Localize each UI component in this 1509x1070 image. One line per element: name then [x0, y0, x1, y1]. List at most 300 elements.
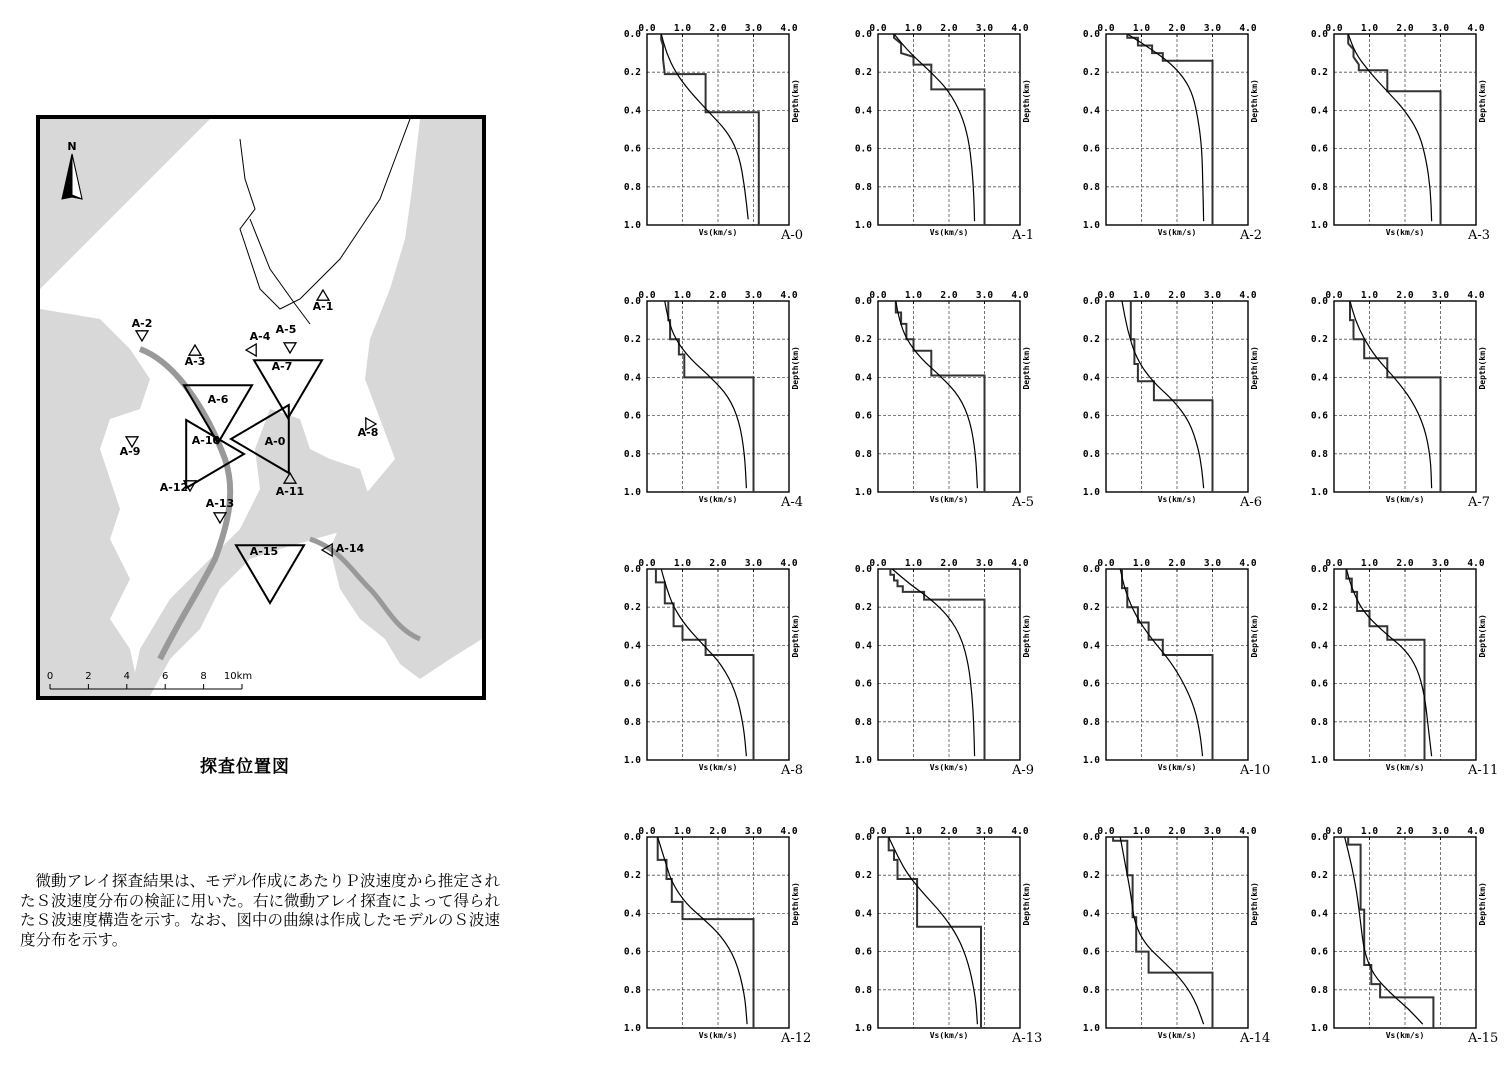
y-tick-label: 0.2	[623, 334, 641, 346]
y-tick-label: 0.2	[854, 334, 872, 346]
observed-step-line	[1346, 569, 1424, 760]
triangle-icon	[136, 331, 148, 341]
y-tick-label: 0.6	[1082, 946, 1100, 958]
scale-label: 0	[46, 671, 54, 682]
x-tick-label: 1.0	[1132, 290, 1151, 301]
x-tick-label: 1.0	[1360, 558, 1379, 569]
y-tick-label: 0.6	[854, 678, 872, 690]
y-tick-label: 0.8	[854, 448, 872, 460]
y-axis-label: Depth(km)	[1250, 79, 1259, 123]
x-tick-label: 4.0	[1239, 290, 1257, 301]
landmass-upper-left	[40, 119, 210, 289]
site-marker-a-1	[313, 290, 334, 313]
y-tick-label: 0.4	[1082, 105, 1100, 117]
x-tick-label: 3.0	[975, 290, 994, 301]
landmass-east	[330, 119, 482, 679]
y-tick-label: 0.2	[1082, 334, 1100, 346]
model-curve-line	[1122, 301, 1204, 488]
site-label: A-2	[131, 317, 153, 330]
x-tick-label: 0.0	[1097, 826, 1115, 837]
x-tick-label: 0.0	[1097, 290, 1115, 301]
model-curve-line	[665, 301, 747, 488]
x-tick-label: 1.0	[673, 826, 692, 837]
panel-id-label: A-9	[1012, 763, 1035, 778]
observed-step-line	[661, 34, 759, 225]
x-tick-label: 2.0	[940, 23, 958, 34]
y-tick-label: 0.4	[854, 105, 872, 117]
scale-label: 8	[200, 671, 207, 682]
x-tick-label: 4.0	[780, 558, 798, 569]
x-tick-label: 3.0	[744, 826, 763, 837]
y-tick-label: 0.0	[1310, 296, 1328, 307]
y-tick-label: 0.6	[1310, 143, 1328, 155]
vs-profile-a-5	[838, 289, 1068, 534]
panel-id-label: A-1	[1012, 228, 1035, 243]
y-tick-label: 0.8	[854, 984, 872, 996]
y-tick-label: 0.0	[623, 832, 641, 843]
site-marker-a-9	[120, 437, 141, 458]
x-tick-label: 2.0	[709, 290, 727, 301]
vs-profile-a-1	[838, 22, 1068, 267]
x-axis-label: Vs(km/s)	[1385, 763, 1425, 772]
y-tick-label: 0.4	[854, 908, 872, 920]
y-tick-label: 0.4	[1082, 372, 1100, 384]
x-tick-label: 3.0	[744, 23, 763, 34]
site-label: A-3	[184, 355, 206, 368]
y-tick-label: 0.0	[1310, 29, 1328, 40]
x-tick-label: 4.0	[780, 826, 798, 837]
x-tick-label: 0.0	[1097, 23, 1115, 34]
y-tick-label: 0.8	[623, 984, 641, 996]
x-tick-label: 2.0	[940, 558, 958, 569]
y-tick-label: 0.4	[623, 908, 641, 920]
profile-svg	[838, 289, 1068, 534]
x-axis-label: Vs(km/s)	[698, 1031, 738, 1040]
x-tick-label: 3.0	[1203, 558, 1222, 569]
x-axis-label: Vs(km/s)	[698, 495, 738, 504]
y-tick-label: 0.2	[1310, 602, 1328, 614]
x-tick-label: 0.0	[638, 23, 656, 34]
vs-profile-a-2	[1066, 22, 1296, 267]
panel-id-label: A-11	[1468, 763, 1499, 778]
site-marker-a-4	[246, 330, 271, 356]
y-tick-label: 0.0	[854, 29, 872, 40]
y-tick-label: 0.8	[623, 181, 641, 193]
y-tick-label: 0.2	[854, 602, 872, 614]
model-curve-line	[889, 837, 978, 1024]
site-label: A-11	[275, 485, 305, 498]
vs-profile-a-11	[1294, 557, 1509, 802]
panel-id-label: A-6	[1240, 495, 1263, 510]
y-tick-label: 0.4	[1310, 908, 1328, 920]
y-tick-label: 0.8	[1082, 984, 1100, 996]
panel-id-label: A-5	[1012, 495, 1035, 510]
observed-step-line	[890, 569, 984, 760]
y-tick-label: 0.6	[623, 946, 641, 958]
vs-profile-a-0	[607, 22, 837, 267]
model-curve-line	[661, 569, 746, 756]
coast-line-2	[250, 219, 310, 324]
y-axis-label: Depth(km)	[1022, 614, 1031, 658]
profile-svg	[1066, 825, 1296, 1070]
x-tick-label: 1.0	[673, 290, 692, 301]
x-axis-label: Vs(km/s)	[1385, 228, 1425, 237]
model-curve-line	[1345, 837, 1423, 1024]
model-curve-line	[1350, 301, 1432, 488]
y-tick-label: 1.0	[623, 487, 641, 498]
model-curve-line	[658, 837, 747, 1024]
y-tick-label: 0.4	[1082, 908, 1100, 920]
x-axis-label: Vs(km/s)	[1385, 1031, 1425, 1040]
profile-svg	[1066, 22, 1296, 267]
y-tick-label: 0.2	[1310, 870, 1328, 882]
location-map	[36, 115, 486, 700]
site-marker-a-5	[276, 323, 297, 353]
profile-svg	[1294, 22, 1509, 267]
vs-profile-a-9	[838, 557, 1068, 802]
y-tick-label: 0.2	[1310, 334, 1328, 346]
triangle-icon	[189, 345, 201, 355]
site-marker-a-3	[185, 345, 206, 368]
scale-label: 6	[162, 671, 169, 682]
site-label: A-6	[207, 393, 229, 406]
x-tick-label: 1.0	[1132, 826, 1151, 837]
y-tick-label: 1.0	[854, 487, 872, 498]
x-axis-label: Vs(km/s)	[1385, 495, 1425, 504]
panel-id-label: A-14	[1240, 1031, 1271, 1046]
model-curve-line	[661, 34, 748, 219]
y-tick-label: 0.8	[1310, 181, 1328, 193]
observed-step-line	[894, 34, 985, 225]
y-tick-label: 0.0	[854, 296, 872, 307]
y-tick-label: 1.0	[1310, 1023, 1328, 1034]
observed-step-line	[1348, 837, 1433, 1028]
profile-svg	[607, 825, 837, 1070]
y-tick-label: 1.0	[854, 1023, 872, 1034]
x-tick-label: 3.0	[744, 558, 763, 569]
y-axis-label: Depth(km)	[791, 79, 800, 123]
y-tick-label: 1.0	[854, 755, 872, 766]
y-tick-label: 1.0	[1310, 220, 1328, 231]
x-tick-label: 0.0	[869, 23, 887, 34]
panel-id-label: A-13	[1012, 1031, 1043, 1046]
x-tick-label: 1.0	[904, 558, 923, 569]
x-axis-label: Vs(km/s)	[1157, 763, 1197, 772]
y-tick-label: 1.0	[1082, 220, 1100, 231]
model-curve-line	[1120, 569, 1202, 756]
y-tick-label: 0.0	[623, 296, 641, 307]
y-tick-label: 0.6	[623, 678, 641, 690]
x-tick-label: 4.0	[1239, 558, 1257, 569]
x-tick-label: 3.0	[1431, 23, 1450, 34]
x-tick-label: 1.0	[1132, 558, 1151, 569]
x-tick-label: 1.0	[673, 23, 692, 34]
panel-id-label: A-8	[781, 763, 804, 778]
scale-label: 4	[123, 671, 130, 682]
y-tick-label: 0.4	[623, 372, 641, 384]
x-tick-label: 2.0	[1168, 558, 1186, 569]
x-axis-label: Vs(km/s)	[929, 763, 969, 772]
y-tick-label: 0.2	[854, 870, 872, 882]
y-tick-label: 0.0	[1082, 29, 1100, 40]
x-tick-label: 4.0	[780, 23, 798, 34]
vs-profile-a-13	[838, 825, 1068, 1070]
y-tick-label: 1.0	[1310, 487, 1328, 498]
site-label: A-1	[312, 300, 334, 313]
y-tick-label: 0.4	[854, 372, 872, 384]
y-tick-label: 0.2	[1082, 67, 1100, 79]
y-tick-label: 0.6	[1082, 143, 1100, 155]
x-tick-label: 3.0	[1431, 826, 1450, 837]
y-tick-label: 0.8	[854, 716, 872, 728]
vs-profile-a-8	[607, 557, 837, 802]
x-tick-label: 4.0	[1467, 290, 1485, 301]
y-tick-label: 0.8	[1310, 984, 1328, 996]
vs-profile-a-12	[607, 825, 837, 1070]
panel-id-label: A-2	[1240, 228, 1263, 243]
site-label: A-12	[159, 481, 189, 494]
y-tick-label: 0.2	[623, 67, 641, 79]
x-tick-label: 0.0	[1325, 290, 1343, 301]
map-canvas	[40, 119, 482, 696]
panel-id-label: A-12	[781, 1031, 812, 1046]
x-axis-label: Vs(km/s)	[1157, 1031, 1197, 1040]
x-tick-label: 1.0	[1360, 290, 1379, 301]
panel-id-label: A-3	[1468, 228, 1491, 243]
y-tick-label: 0.2	[1082, 602, 1100, 614]
y-axis-label: Depth(km)	[1478, 614, 1487, 658]
site-label: A-10	[191, 434, 221, 447]
y-tick-label: 0.6	[623, 143, 641, 155]
x-tick-label: 2.0	[1168, 23, 1186, 34]
model-curve-line	[1346, 569, 1431, 756]
y-tick-label: 1.0	[623, 755, 641, 766]
y-tick-label: 0.6	[854, 946, 872, 958]
y-tick-label: 0.6	[854, 143, 872, 155]
y-tick-label: 0.6	[1310, 678, 1328, 690]
y-tick-label: 0.8	[1082, 716, 1100, 728]
vs-profile-a-3	[1294, 22, 1509, 267]
y-tick-label: 0.8	[1082, 448, 1100, 460]
x-tick-label: 1.0	[904, 826, 923, 837]
model-curve-line	[1120, 837, 1203, 1024]
x-tick-label: 2.0	[940, 826, 958, 837]
site-label: A-9	[119, 445, 141, 458]
y-tick-label: 0.0	[1082, 832, 1100, 843]
site-label: A-4	[249, 330, 271, 343]
y-tick-label: 1.0	[1310, 755, 1328, 766]
x-tick-label: 1.0	[673, 558, 692, 569]
y-tick-label: 1.0	[1082, 1023, 1100, 1034]
x-tick-label: 2.0	[709, 826, 727, 837]
y-tick-label: 0.6	[1082, 410, 1100, 422]
north-label: N	[67, 140, 77, 153]
x-tick-label: 2.0	[709, 558, 727, 569]
x-tick-label: 3.0	[744, 290, 763, 301]
panel-id-label: A-4	[781, 495, 804, 510]
site-marker-a-2	[132, 317, 153, 341]
x-tick-label: 1.0	[1132, 23, 1151, 34]
x-tick-label: 0.0	[638, 290, 656, 301]
x-tick-label: 3.0	[1203, 23, 1222, 34]
x-tick-label: 3.0	[1203, 290, 1222, 301]
x-tick-label: 1.0	[1360, 826, 1379, 837]
model-curve-line	[892, 569, 974, 756]
y-tick-label: 0.8	[1310, 716, 1328, 728]
x-tick-label: 2.0	[709, 23, 727, 34]
panel-id-label: A-7	[1468, 495, 1491, 510]
y-tick-label: 0.0	[1082, 564, 1100, 575]
y-tick-label: 0.8	[854, 181, 872, 193]
scale-label: 10km	[223, 671, 253, 682]
profile-svg	[838, 825, 1068, 1070]
profile-svg	[1294, 289, 1509, 534]
x-tick-label: 0.0	[1325, 826, 1343, 837]
map-caption: 探査位置図	[200, 757, 290, 777]
coast-line	[240, 119, 410, 309]
y-tick-label: 0.2	[1082, 870, 1100, 882]
y-tick-label: 1.0	[623, 220, 641, 231]
x-tick-label: 4.0	[780, 290, 798, 301]
x-tick-label: 0.0	[869, 558, 887, 569]
scale-label: 2	[85, 671, 92, 682]
y-axis-label: Depth(km)	[1250, 346, 1259, 390]
x-tick-label: 0.0	[1325, 558, 1343, 569]
y-tick-label: 0.4	[1310, 105, 1328, 117]
observed-step-line	[668, 301, 753, 492]
site-label: A-13	[205, 497, 235, 510]
x-tick-label: 3.0	[975, 23, 994, 34]
x-tick-label: 2.0	[1396, 290, 1414, 301]
x-tick-label: 3.0	[1431, 290, 1450, 301]
panel-id-label: A-0	[781, 228, 804, 243]
vs-profile-a-6	[1066, 289, 1296, 534]
model-curve-line	[1348, 34, 1431, 221]
x-tick-label: 2.0	[940, 290, 958, 301]
site-marker-a-8	[358, 418, 379, 439]
x-tick-label: 4.0	[1011, 290, 1029, 301]
y-tick-label: 0.0	[1082, 296, 1100, 307]
x-tick-label: 0.0	[869, 826, 887, 837]
profile-svg	[1066, 557, 1296, 802]
landmass-west	[40, 309, 150, 696]
y-axis-label: Depth(km)	[1478, 882, 1487, 926]
y-tick-label: 0.0	[1310, 832, 1328, 843]
x-tick-label: 3.0	[1431, 558, 1450, 569]
y-tick-label: 0.6	[1310, 946, 1328, 958]
x-axis-label: Vs(km/s)	[1157, 495, 1197, 504]
x-tick-label: 0.0	[638, 826, 656, 837]
x-tick-label: 2.0	[1396, 558, 1414, 569]
y-tick-label: 0.2	[623, 602, 641, 614]
triangle-icon	[317, 290, 329, 300]
y-tick-label: 0.8	[623, 716, 641, 728]
y-axis-label: Depth(km)	[791, 614, 800, 658]
description-text: 微動アレイ探査結果は、モデル作成にあたりＰ波速度から推定されたＳ波速度分布の検証に用いた。右に微動アレイ探査によって得られたＳ波速度構造を示す。なお、図中の曲線は作成したモデルのＳ波速度分布を示す。	[20, 872, 500, 949]
vs-profile-a-7	[1294, 289, 1509, 534]
profile-svg	[607, 22, 837, 267]
observed-step-line	[896, 301, 985, 492]
x-tick-label: 2.0	[1396, 23, 1414, 34]
y-tick-label: 0.6	[854, 410, 872, 422]
vs-profile-a-10	[1066, 557, 1296, 802]
profile-svg	[1294, 557, 1509, 802]
x-tick-label: 3.0	[975, 558, 994, 569]
y-tick-label: 0.4	[1310, 640, 1328, 652]
y-tick-label: 0.8	[1082, 181, 1100, 193]
site-label: A-7	[271, 360, 293, 373]
y-tick-label: 0.6	[1310, 410, 1328, 422]
x-tick-label: 4.0	[1011, 826, 1029, 837]
x-tick-label: 0.0	[1325, 23, 1343, 34]
y-tick-label: 0.0	[854, 832, 872, 843]
x-axis-label: Vs(km/s)	[698, 228, 738, 237]
x-axis-label: Vs(km/s)	[929, 495, 969, 504]
site-marker-a-12	[160, 481, 196, 494]
y-axis-label: Depth(km)	[791, 346, 800, 390]
x-tick-label: 2.0	[1168, 290, 1186, 301]
y-axis-label: Depth(km)	[1250, 882, 1259, 926]
profile-svg	[1066, 289, 1296, 534]
x-tick-label: 0.0	[1097, 558, 1115, 569]
site-label: A-15	[249, 545, 279, 558]
y-tick-label: 0.0	[1310, 564, 1328, 575]
y-axis-label: Depth(km)	[791, 882, 800, 926]
y-tick-label: 0.0	[854, 564, 872, 575]
y-axis-label: Depth(km)	[1022, 79, 1031, 123]
y-tick-label: 0.8	[623, 448, 641, 460]
y-tick-label: 0.8	[1310, 448, 1328, 460]
model-curve-line	[1127, 34, 1203, 221]
x-tick-label: 1.0	[904, 23, 923, 34]
x-tick-label: 1.0	[1360, 23, 1379, 34]
x-tick-label: 2.0	[1396, 826, 1414, 837]
y-tick-label: 0.2	[1310, 67, 1328, 79]
x-tick-label: 2.0	[1168, 826, 1186, 837]
y-tick-label: 1.0	[1082, 755, 1100, 766]
y-axis-label: Depth(km)	[1250, 614, 1259, 658]
profile-svg	[838, 557, 1068, 802]
x-tick-label: 3.0	[975, 826, 994, 837]
y-tick-label: 0.4	[1310, 372, 1328, 384]
profile-svg	[838, 22, 1068, 267]
y-tick-label: 0.6	[623, 410, 641, 422]
y-tick-label: 0.2	[854, 67, 872, 79]
model-curve-line	[896, 301, 978, 488]
y-tick-label: 1.0	[1082, 487, 1100, 498]
vs-profile-a-15	[1294, 825, 1509, 1070]
y-tick-label: 0.2	[623, 870, 641, 882]
y-tick-label: 0.4	[623, 640, 641, 652]
x-axis-label: Vs(km/s)	[698, 763, 738, 772]
x-tick-label: 1.0	[904, 290, 923, 301]
panel-id-label: A-15	[1468, 1031, 1499, 1046]
y-tick-label: 0.4	[854, 640, 872, 652]
x-tick-label: 3.0	[1203, 826, 1222, 837]
y-tick-label: 0.0	[623, 564, 641, 575]
x-axis-label: Vs(km/s)	[1157, 228, 1197, 237]
observed-step-line	[1350, 301, 1441, 492]
y-axis-label: Depth(km)	[1478, 346, 1487, 390]
x-axis-label: Vs(km/s)	[929, 228, 969, 237]
profile-svg	[1294, 825, 1509, 1070]
profile-svg	[607, 289, 837, 534]
x-tick-label: 0.0	[869, 290, 887, 301]
site-label: A-8	[357, 426, 379, 439]
y-axis-label: Depth(km)	[1022, 346, 1031, 390]
y-tick-label: 1.0	[854, 220, 872, 231]
panel-id-label: A-10	[1240, 763, 1271, 778]
